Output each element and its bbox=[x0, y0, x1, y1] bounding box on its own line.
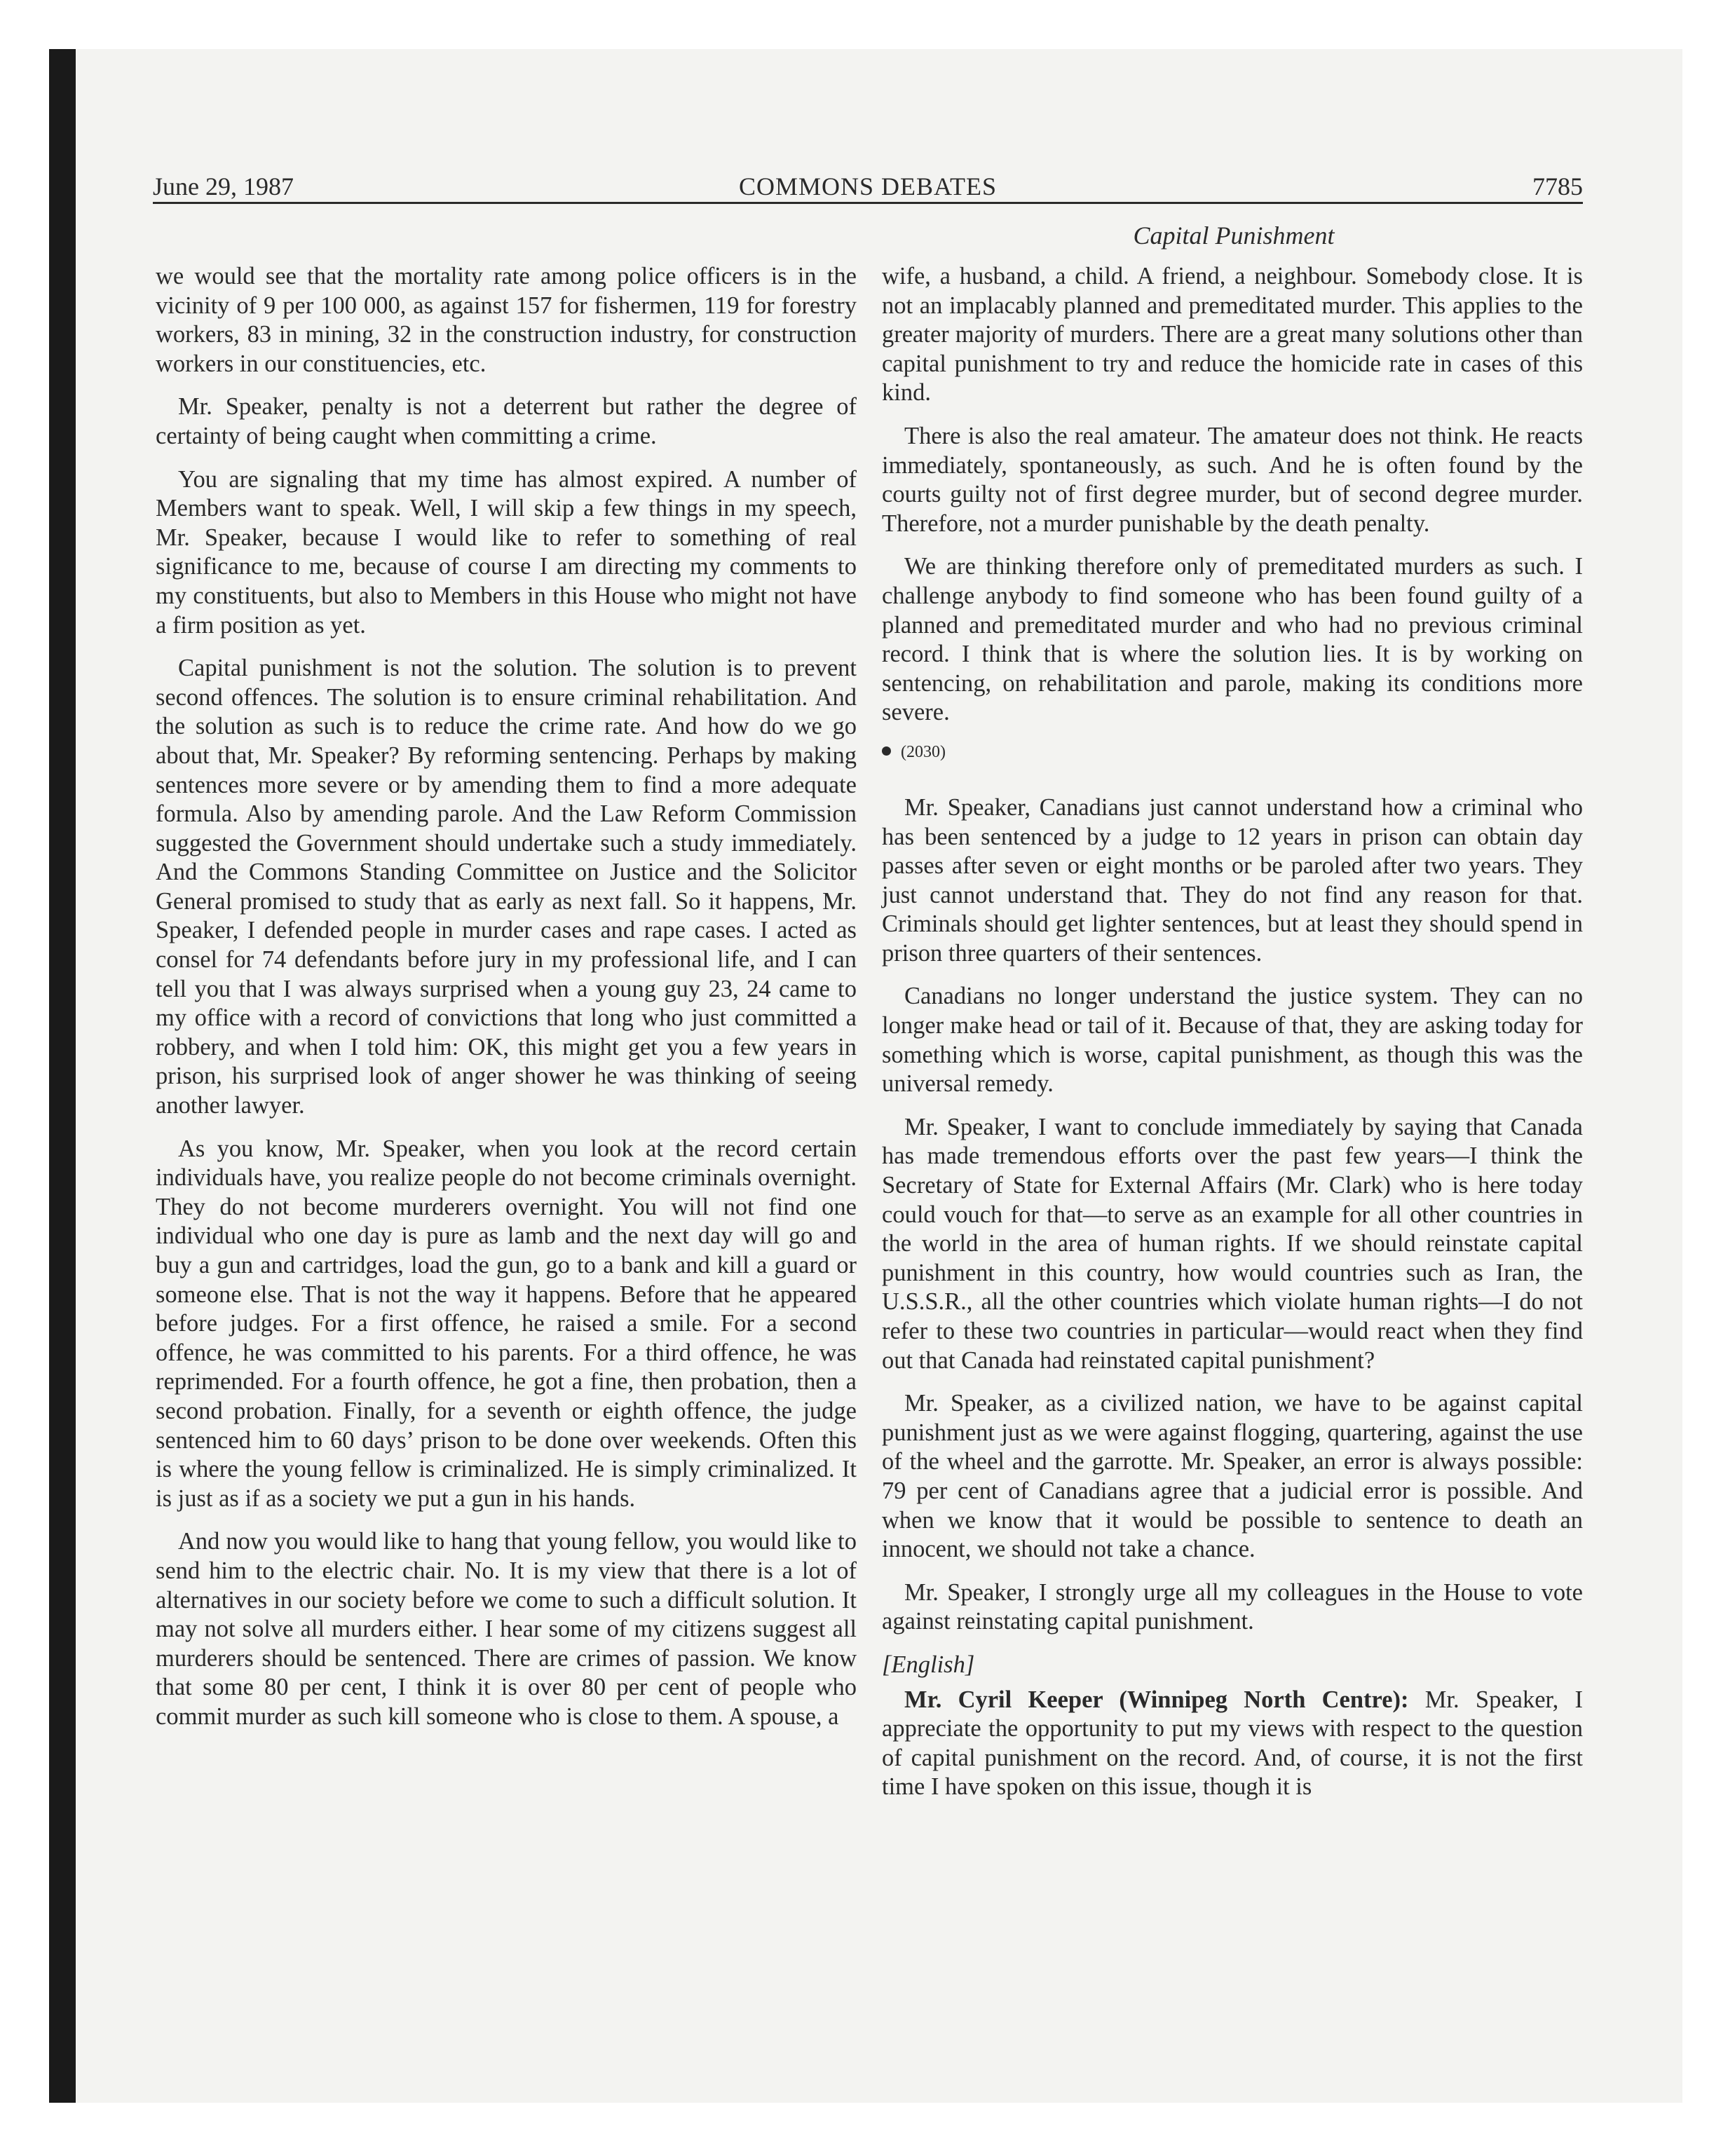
speaker-name: Mr. Cyril Keeper (Winnipeg North Centre): bbox=[904, 1686, 1409, 1713]
language-tag: [English] bbox=[882, 1651, 975, 1678]
paragraph: We are thinking therefore only of premeditated murders as such. I challenge anybody to find someone who has been found guilty of a planned and premeditated murder and who had no previous criminal record. I think that is where the solution lies. It is by working on sentencing, on rehabilitation and parole, making its conditions more severe. bbox=[882, 553, 1583, 726]
section-title: Capital Punishment bbox=[1133, 221, 1335, 250]
time-marker bbox=[882, 742, 1583, 763]
paragraph: Capital punishment is not the solution. The solution is to prevent second offences. The solution is to ensure criminal rehabilitation. And the solution as such is to reduce the crime rate. And how do we go about that, Mr. Speaker? By reforming sentencing. Perhaps by making sentences more severe or by amending them to find a more adequate formula. Also by amending parole. And the Law Reform Commission suggested the Government should undertake such a study immediately. And the Commons Standing Committee on Justice and the Solicitor General promised to study that as early as next fall. So it happens, Mr. Speaker, I defended people in murder cases and rape cases. I acted as consel for 74 defendants before jury in my professional life, and I can tell you that I was always surprised when a young guy 23, 24 came to my office with a record of convictions that long who just committed a robbery, and when I told him: OK, this might get you a few years in prison, his surprised look of anger shower he was thinking of seeing another lawyer. bbox=[156, 655, 857, 1119]
paragraph: And now you would like to hang that young fellow, you would like to send him to the electric chair. No. It is my view that there is a lot of alternatives in our society before we come to such a difficult solution. It may not solve all murders either. I hear some of my citizens suggest all murderers should be sentenced. There are crimes of passion. We know that some 80 per cent, I think it is over 80 per cent of people who commit murder as such kill someone who is close to them. A spouse, a bbox=[156, 1528, 857, 1730]
paragraph: Mr. Speaker, as a civilized nation, we have to be against capital punishment just as we were against flogging, quartering, against the use of the wheel and the garrotte. Mr. Speaker, an error is always possible: 79 per cent of Canadians agree that a judicial error is possible. And when we know that it would be possible to sentence to death an innocent, we should not take a chance. bbox=[882, 1390, 1583, 1563]
header-rule bbox=[153, 202, 1583, 204]
paragraph: You are signaling that my time has almost expired. A number of Members want to speak. Well, I will skip a few things in my speech, Mr. Speaker, because I would like to refer to something of real significance to me, because of course I am directing my comments to my constituents, but also to Members in this House who might not have a firm position as yet. bbox=[156, 465, 857, 639]
time-marker-label: (2030) bbox=[901, 742, 946, 761]
paragraph: As you know, Mr. Speaker, when you look at the record certain individuals have, you realize people do not become criminals overnight. They do not become murderers overnight. You will not find one individual who one day is pure as lamb and the next day will go and buy a gun and cartridges, load the gun, go to a bank and kill a guard or someone else. That is not the way it happens. Before that he appeared before judges. For a first offence, he raised a smile. For a second offence, he was committed to his parents. For a third offence, he was reprimended. For a fourth offence, he got a fine, then probation, then a second probation. Finally, for a seventh or eighth offence, the judge sentenced him to 60 days’ prison to be done over weekends. Often this is where the young fellow is criminalized. He is simply criminalized. It is just as if as a society we put a gun in his hands. bbox=[156, 1135, 857, 1512]
running-head bbox=[153, 167, 1583, 206]
page-number: 7785 bbox=[1532, 172, 1583, 200]
paragraph: we would see that the mortality rate among police officers is in the vicinity of 9 per 100 000, as against 157 for fishermen, 119 for forestry workers, 83 in mining, 32 in the construction industry, for construction workers in our constituencies, etc. bbox=[156, 263, 857, 377]
left-column bbox=[156, 262, 857, 1746]
header-title: COMMONS DEBATES bbox=[738, 172, 998, 200]
bullet-icon bbox=[882, 746, 891, 756]
paragraph: Mr. Speaker, I strongly urge all my colleagues in the House to vote against reinstating capital punishment. bbox=[882, 1578, 1583, 1635]
right-column bbox=[882, 262, 1583, 1816]
speech-opening bbox=[882, 1686, 1583, 1802]
binding-edge bbox=[49, 49, 76, 2103]
paragraph: Mr. Speaker, Canadians just cannot understand how a criminal who has been sentenced by a judge to 12 years in prison can obtain day passes after seven or eight months or be paroled after two years. They just cannot understand that. They do not find any reason for that. Criminals should get lighter sentences, but at least they should spend in prison three quarters of their sentences. bbox=[882, 793, 1583, 967]
paragraph: There is also the real amateur. The amateur does not think. He reacts immediately, spontaneously, as such. And he is often found by the courts guilty not of first degree murder, but of second degree murder. Therefore, not a murder punishable by the death penalty. bbox=[882, 422, 1583, 537]
paragraph: Mr. Speaker, penalty is not a deterrent but rather the degree of certainty of being caught when committing a crime. bbox=[156, 393, 857, 449]
paragraph: Canadians no longer understand the justice system. They can no longer make head or tail of it. Because of that, they are asking today for something which is worse, capital punishment, as though this was the universal remedy. bbox=[882, 983, 1583, 1098]
header-date: June 29, 1987 bbox=[153, 172, 294, 200]
paragraph: Mr. Speaker, I want to conclude immediately by saying that Canada has made tremendous efforts over the past few years—I think the Secretary of State for External Affairs (Mr. Clark) who is here today could vouch for that—to serve as an example for all other countries in the world in the area of human rights. If we should reinstate capital punishment in this country, how would countries such as Iran, the U.S.S.R., all the other countries which violate human rights—I do not refer to these two countries in particular—would react when they find out that Canada had reinstated capital punishment? bbox=[882, 1113, 1583, 1374]
speech-text: Mr. Speaker, I appreciate the opportunity to put my views with respect to the question of capital punishment on the record. And, of course, it is not the first time I have spoken on this issue, though it is bbox=[882, 1686, 1583, 1801]
paragraph: wife, a husband, a child. A friend, a neighbour. Somebody close. It is not an implacably planned and premeditated murder. This applies to the greater majority of murders. There are a great many solutions other than capital punishment to try and reduce the homicide rate in cases of this kind. bbox=[882, 263, 1583, 407]
